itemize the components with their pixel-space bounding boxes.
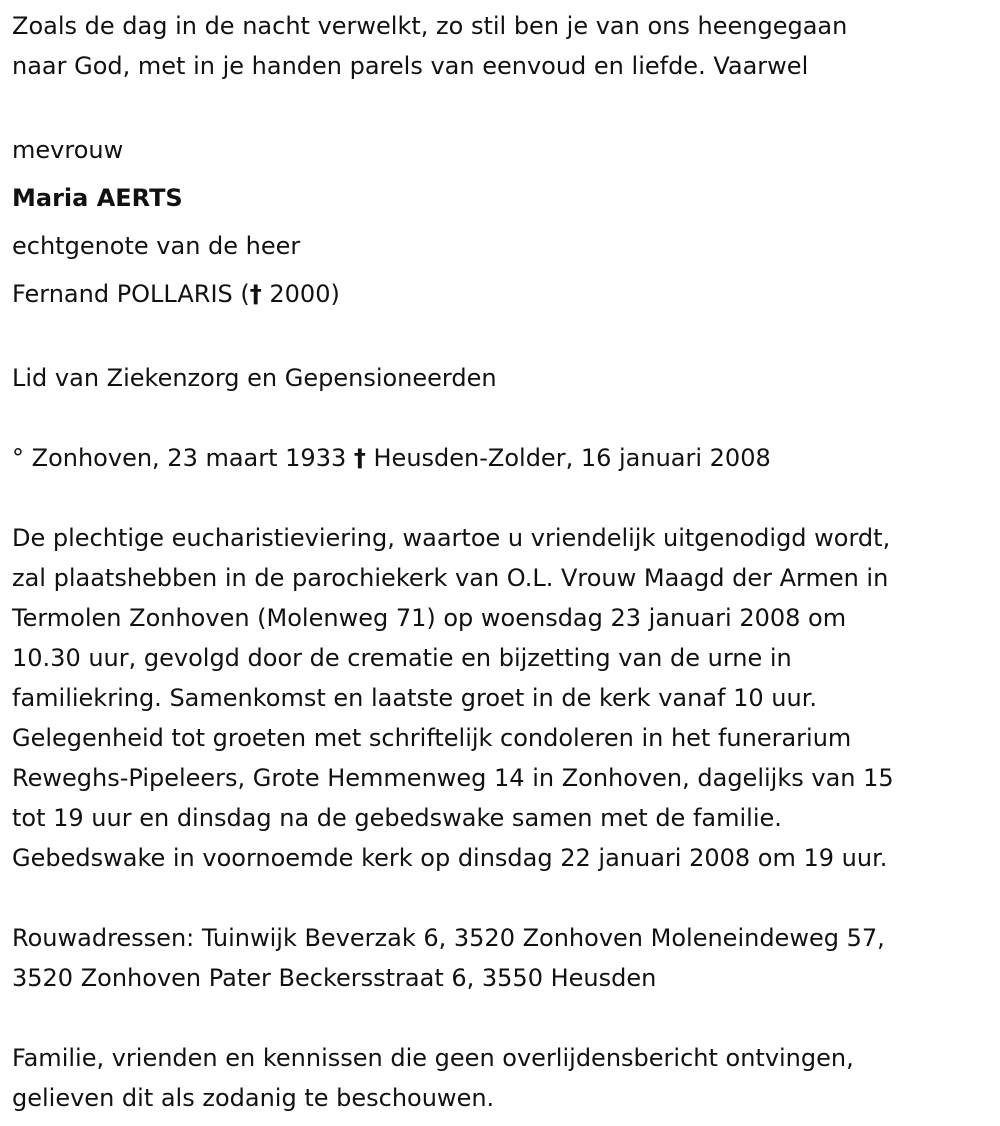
spacer bbox=[12, 86, 996, 126]
deceased-relation: echtgenote van de heer bbox=[12, 232, 301, 260]
closing-note bbox=[12, 1038, 996, 1118]
closing-line: Familie, vrienden en kennissen die geen overlijdensbericht ontvingen, bbox=[12, 1044, 854, 1072]
address-line: Rouwadressen: Tuinwijk Beverzak 6, 3520 Zonhoven Moleneindeweg 57, bbox=[12, 924, 885, 952]
ceremony-details bbox=[12, 518, 996, 878]
ceremony-line: familiekring. Samenkomst en laatste groet in de kerk vanaf 10 uur. bbox=[12, 684, 817, 712]
spacer bbox=[12, 478, 996, 518]
spacer bbox=[12, 318, 996, 358]
ceremony-line: tot 19 uur en dinsdag na de gebedswake samen met de familie. bbox=[12, 804, 782, 832]
spacer bbox=[12, 998, 996, 1038]
mourning-addresses bbox=[12, 918, 996, 998]
ceremony-line: Gebedswake in voornoemde kerk op dinsdag 22 januari 2008 om 19 uur. bbox=[12, 844, 888, 872]
birth-place-date: Zonhoven, 23 maart 1933 bbox=[24, 444, 354, 472]
poem-line-1: Zoals de dag in de nacht verwelkt, zo stil ben je van ons heengegaan bbox=[12, 12, 848, 40]
cross-icon: † bbox=[353, 444, 366, 472]
cross-icon: † bbox=[249, 280, 262, 308]
spouse-death-year: 2000) bbox=[261, 280, 340, 308]
ceremony-line: De plechtige eucharistieviering, waartoe u vriendelijk uitgenodigd wordt, bbox=[12, 524, 891, 552]
address-line: 3520 Zonhoven Pater Beckersstraat 6, 3550 Heusden bbox=[12, 964, 657, 992]
birth-symbol: ° bbox=[12, 444, 24, 472]
poem-line-2: naar God, met in je handen parels van eenvoud en liefde. Vaarwel bbox=[12, 52, 809, 80]
deceased-name: Maria AERTS bbox=[12, 184, 183, 212]
spacer bbox=[12, 398, 996, 438]
spouse-name: Fernand POLLARIS ( bbox=[12, 280, 250, 308]
deceased-title: mevrouw bbox=[12, 136, 124, 164]
ceremony-line: Reweghs-Pipeleers, Grote Hemmenweg 14 in Zonhoven, dagelijks van 15 bbox=[12, 764, 894, 792]
spouse-line bbox=[12, 270, 996, 318]
death-place-date: Heusden-Zolder, 16 januari 2008 bbox=[365, 444, 771, 472]
birth-death-dates bbox=[12, 438, 996, 478]
deceased-block bbox=[12, 126, 996, 318]
obituary-notice bbox=[12, 6, 996, 1118]
spacer bbox=[12, 878, 996, 918]
ceremony-line: Gelegenheid tot groeten met schriftelijk condoleren in het funerarium bbox=[12, 724, 852, 752]
closing-line: gelieven dit als zodanig te beschouwen. bbox=[12, 1084, 495, 1112]
poem bbox=[12, 6, 996, 86]
ceremony-line: 10.30 uur, gevolgd door de crematie en bijzetting van de urne in bbox=[12, 644, 792, 672]
ceremony-line: Termolen Zonhoven (Molenweg 71) op woensdag 23 januari 2008 om bbox=[12, 604, 847, 632]
membership: Lid van Ziekenzorg en Gepensioneerden bbox=[12, 364, 497, 392]
ceremony-line: zal plaatshebben in de parochiekerk van O.L. Vrouw Maagd der Armen in bbox=[12, 564, 889, 592]
